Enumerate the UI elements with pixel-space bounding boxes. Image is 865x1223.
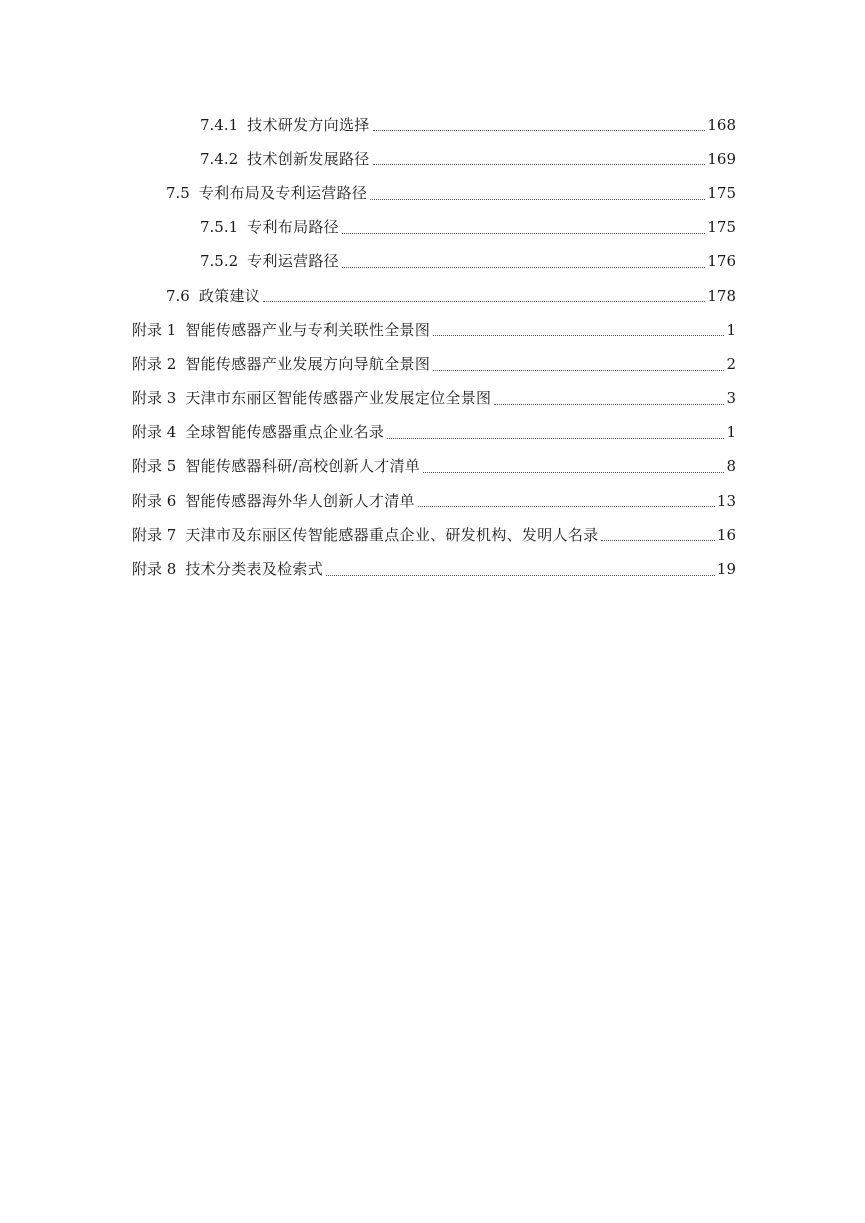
toc-entry-page: 168	[707, 115, 736, 134]
toc-entry-number: 附录 4	[132, 423, 177, 442]
toc-entry-appendix-2[interactable]	[132, 347, 736, 381]
toc-entry-title: 天津市东丽区智能传感器产业发展定位全景图	[185, 389, 492, 408]
toc-entry-appendix-4[interactable]	[132, 416, 736, 450]
toc-entry-title: 技术创新发展路径	[247, 149, 370, 168]
toc-entry-number: 附录 1	[132, 320, 177, 339]
toc-entry-appendix-5[interactable]	[132, 450, 736, 484]
toc-entry-title: 专利运营路径	[247, 252, 339, 271]
toc-entry-page: 2	[726, 354, 736, 373]
toc-entry-number: 附录 3	[132, 389, 177, 408]
toc-entry-title: 全球智能传感器重点企业名录	[185, 423, 385, 442]
toc-entry-number: 7.4.1	[200, 115, 239, 134]
toc-entry-page: 13	[716, 491, 736, 510]
toc-entry-7-5-2[interactable]	[200, 245, 736, 279]
toc-entry-number: 7.5.2	[200, 252, 239, 271]
toc-entry-number: 附录 5	[132, 457, 177, 476]
toc-dot-leader	[370, 198, 705, 200]
toc-entry-7-6[interactable]	[166, 279, 736, 313]
table-of-contents	[0, 108, 865, 587]
toc-entry-title: 智能传感器海外华人创新人才清单	[185, 491, 415, 510]
toc-dot-leader	[373, 129, 706, 131]
toc-entry-page: 169	[707, 149, 736, 168]
toc-entry-7-4-1[interactable]	[200, 108, 736, 142]
toc-entry-page: 1	[726, 423, 736, 442]
toc-entry-appendix-3[interactable]	[132, 382, 736, 416]
toc-entry-title: 技术研发方向选择	[247, 115, 370, 134]
toc-entry-page: 19	[716, 560, 736, 579]
toc-entry-title: 专利布局及专利运营路径	[198, 183, 368, 202]
toc-entry-title: 智能传感器产业发展方向导航全景图	[185, 354, 431, 373]
toc-entry-title: 天津市及东丽区传智能感器重点企业、研发机构、发明人名录	[185, 525, 599, 544]
toc-entry-number: 附录 7	[132, 525, 177, 544]
toc-entry-title: 智能传感器产业与专利关联性全景图	[185, 320, 431, 339]
toc-dot-leader	[342, 266, 705, 268]
toc-entry-7-4-2[interactable]	[200, 142, 736, 176]
toc-dot-leader	[326, 574, 715, 576]
toc-entry-title: 智能传感器科研/高校创新人才清单	[185, 457, 421, 476]
toc-entry-appendix-6[interactable]	[132, 484, 736, 518]
toc-entry-page: 3	[726, 389, 736, 408]
toc-entry-appendix-1[interactable]	[132, 313, 736, 347]
toc-dot-leader	[433, 369, 724, 371]
toc-dot-leader	[263, 300, 705, 302]
toc-entry-appendix-8[interactable]	[132, 552, 736, 586]
toc-dot-leader	[373, 163, 706, 165]
toc-entry-page: 1	[726, 320, 736, 339]
toc-entry-number: 7.5.1	[200, 218, 239, 237]
toc-entry-title: 专利布局路径	[247, 218, 339, 237]
toc-dot-leader	[494, 403, 724, 405]
toc-entry-number: 附录 8	[132, 560, 177, 579]
toc-entry-page: 175	[707, 183, 736, 202]
toc-entry-title: 政策建议	[198, 286, 261, 305]
toc-entry-7-5-1[interactable]	[200, 211, 736, 245]
toc-dot-leader	[342, 232, 705, 234]
toc-dot-leader	[423, 471, 724, 473]
toc-entry-7-5[interactable]	[166, 176, 736, 210]
toc-entry-page: 178	[707, 286, 736, 305]
toc-entry-page: 16	[716, 525, 736, 544]
toc-dot-leader	[418, 505, 715, 507]
toc-entry-number: 7.5	[166, 183, 190, 202]
toc-entry-number: 7.6	[166, 286, 190, 305]
toc-entry-page: 8	[726, 457, 736, 476]
toc-entry-title: 技术分类表及检索式	[185, 560, 324, 579]
toc-entry-appendix-7[interactable]	[132, 518, 736, 552]
toc-entry-page: 175	[707, 218, 736, 237]
toc-dot-leader	[387, 437, 724, 439]
toc-dot-leader	[601, 539, 714, 541]
toc-dot-leader	[433, 334, 724, 336]
toc-entry-page: 176	[707, 252, 736, 271]
toc-entry-number: 附录 6	[132, 491, 177, 510]
toc-entry-number: 7.4.2	[200, 149, 239, 168]
toc-entry-number: 附录 2	[132, 354, 177, 373]
